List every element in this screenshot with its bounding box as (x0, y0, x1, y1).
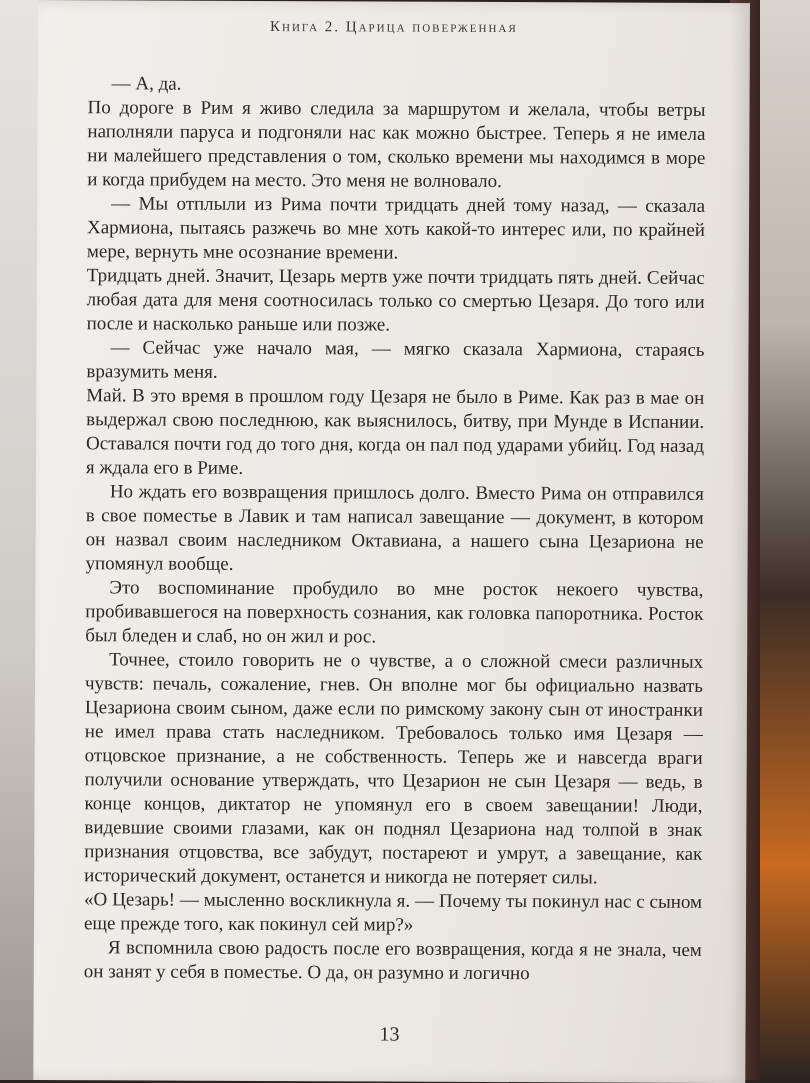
page-number: 13 (379, 1023, 400, 1046)
paragraph: Точнее, стоило говорить не о чувстве, а о сложной смеси различных чувств: печаль, сожаление, гнев. Он вполне мог бы официально назвать Цезариона своим сыном, даже если по римскому закону сын от иностранки не имел права стать наследником. Требовалось только имя Цезаря — отцовское признание, а не собственность. Теперь же и навсегда враги получили основание утверждать, что Цезарион не сын Цезаря — ведь, в конце концов, диктатор не упомянул его в своем завещании! Люди, видевшие своими глазами, как он поднял Цезариона над толпой в знак признания отцовства, все забудут, постареют и умрут, а завещание, как исторический документ, останется и никогда не потеряет силы. (84, 649, 704, 889)
paragraph: «О Цезарь! — мысленно воскликнула я. — Почему ты покинул нас с сыном еще прежде того, как покинул сей мир?» (83, 889, 703, 936)
page-body (84, 72, 706, 987)
paragraph: Тридцать дней. Значит, Цезарь мертв уже почти тридцать пять дней. Сейчас любая дата для меня соотносилась только со смертью Цезаря. До того или после и насколько раньше или позже. (86, 265, 705, 336)
paragraph: — А, да. (111, 73, 182, 95)
paragraph: По дороге в Рим я живо следила за маршрутом и желала, чтобы ветры наполняли паруса и подгоняли нас как можно быстрее. Теперь я не имела ни малейшего представления о том, сколько времени мы находимся в море и когда прибудем на место. Это меня не волновало. (87, 97, 706, 193)
paragraph: — Мы отплыли из Рима почти тридцать дней тому назад, — сказала Хармиона, пытаясь разжечь во мне хоть какой-то интерес или, по крайней мере, вернуть мне осознание времени. (86, 193, 706, 264)
paragraph: Но ждать его возвращения пришлось долго. Вместо Рима он отправился в свое поместье в Лавик и там написал завещание — документ, в котором он назвал своим наследником Октавиана, а нашего сына Цезариона не упомянул вообще. (85, 481, 704, 575)
paragraph: — Сейчас уже начало мая, — мягко сказала Хармиона, стараясь вразумить меня. (86, 337, 705, 383)
paragraph: Я вспомнила свою радость после его возвращения, когда я не знала, чем он занят у себя в поместье. О да, он разумно и логично (83, 937, 702, 985)
book-page (33, 0, 750, 1083)
running-header: Книга 2. Царица поверженная (270, 19, 518, 37)
paragraph: Это воспоминание пробудило во мне росток некоего чувства, пробивавшегося на поверхность сознания, как головка папоротника. Росток был бледен и слаб, но он жил и рос. (85, 577, 704, 648)
paragraph: Май. В это время в прошлом году Цезаря не было в Риме. Как раз в мае он выдержал свою последнюю, как выяснилось, битву, при Мунде в Испании. Оставался почти год до того дня, когда он пал под ударами убийц. Год назад я ждала его в Риме. (85, 385, 705, 479)
